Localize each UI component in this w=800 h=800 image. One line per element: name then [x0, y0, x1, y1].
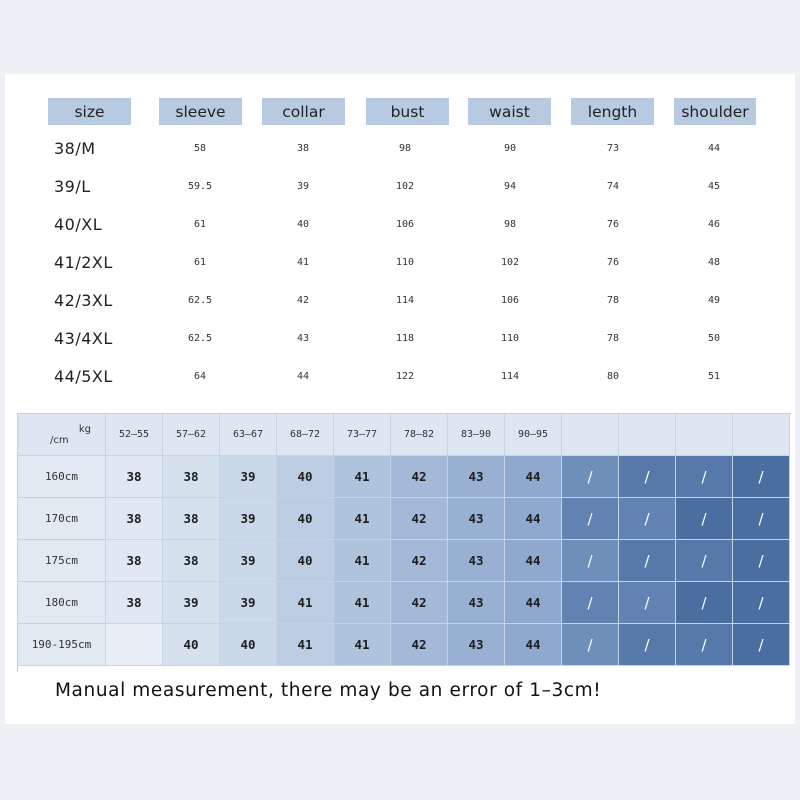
- length-value: 73: [606, 142, 620, 154]
- length-value: 78: [606, 294, 620, 306]
- size-cell: 44: [505, 498, 562, 540]
- size-cell: 43: [448, 498, 505, 540]
- size-row: [5, 205, 795, 243]
- unavailable-cell: /: [619, 582, 676, 624]
- weight-header: 78–82: [391, 414, 448, 456]
- waist-value: 110: [500, 332, 520, 344]
- length-value: 76: [606, 256, 620, 268]
- size-label: 42/3XL: [54, 290, 113, 310]
- length-value: 76: [606, 218, 620, 230]
- collar-value: 41: [296, 256, 310, 268]
- size-cell: 41: [334, 540, 391, 582]
- size-cell: [106, 624, 163, 666]
- size-row: [5, 167, 795, 205]
- unavailable-cell: /: [676, 498, 733, 540]
- unavailable-cell: /: [562, 582, 619, 624]
- size-cell: 38: [106, 582, 163, 624]
- size-cell: 40: [163, 624, 220, 666]
- bust-value: 98: [398, 142, 412, 154]
- size-cell: 39: [163, 582, 220, 624]
- size-chart-card: [5, 74, 795, 724]
- unavailable-cell: /: [619, 540, 676, 582]
- weight-header: [733, 414, 790, 456]
- unavailable-cell: /: [562, 456, 619, 498]
- size-cell: 44: [505, 540, 562, 582]
- unavailable-cell: /: [562, 540, 619, 582]
- unavailable-cell: /: [733, 456, 790, 498]
- collar-value: 44: [296, 370, 310, 382]
- length-value: 78: [606, 332, 620, 344]
- size-label: 44/5XL: [54, 366, 113, 386]
- measurement-note: Manual measurement, there may be an error of 1–3cm!: [55, 680, 602, 701]
- size-label: 41/2XL: [54, 252, 113, 272]
- weight-header: [562, 414, 619, 456]
- sleeve-value: 61: [193, 256, 207, 268]
- collar-value: 43: [296, 332, 310, 344]
- collar-value: 38: [296, 142, 310, 154]
- size-cell: 38: [106, 540, 163, 582]
- collar-value: 42: [296, 294, 310, 306]
- shoulder-value: 50: [707, 332, 721, 344]
- weight-header: 57–62: [163, 414, 220, 456]
- weight-header: 73–77: [334, 414, 391, 456]
- size-cell: 39: [220, 540, 277, 582]
- bust-value: 118: [395, 332, 415, 344]
- size-cell: 41: [277, 624, 334, 666]
- size-cell: 38: [163, 540, 220, 582]
- shoulder-value: 49: [707, 294, 721, 306]
- size-cell: 40: [220, 624, 277, 666]
- shoulder-value: 45: [707, 180, 721, 192]
- height-header: 170cm: [18, 498, 106, 540]
- size-cell: 42: [391, 498, 448, 540]
- unavailable-cell: /: [619, 498, 676, 540]
- size-row: [5, 281, 795, 319]
- waist-value: 98: [503, 218, 517, 230]
- bust-value: 106: [395, 218, 415, 230]
- size-row: [5, 129, 795, 167]
- collar-value: 40: [296, 218, 310, 230]
- size-cell: 39: [220, 582, 277, 624]
- size-row: [5, 319, 795, 357]
- size-cell: 42: [391, 540, 448, 582]
- size-cell: 44: [505, 624, 562, 666]
- size-cell: 43: [448, 624, 505, 666]
- unavailable-cell: /: [676, 624, 733, 666]
- size-label: 40/XL: [54, 214, 103, 234]
- weight-header: [619, 414, 676, 456]
- size-cell: 38: [106, 498, 163, 540]
- unavailable-cell: /: [562, 498, 619, 540]
- weight-header: 90–95: [505, 414, 562, 456]
- bust-value: 114: [395, 294, 415, 306]
- waist-value: 102: [500, 256, 520, 268]
- size-cell: 39: [220, 498, 277, 540]
- size-cell: 42: [391, 624, 448, 666]
- size-cell: 38: [163, 456, 220, 498]
- weight-header: 52–55: [106, 414, 163, 456]
- size-cell: 43: [448, 540, 505, 582]
- unavailable-cell: /: [733, 582, 790, 624]
- length-value: 80: [606, 370, 620, 382]
- shoulder-value: 51: [707, 370, 721, 382]
- column-header-length: length: [571, 98, 654, 125]
- size-cell: 42: [391, 582, 448, 624]
- shoulder-value: 44: [707, 142, 721, 154]
- size-cell: 41: [334, 582, 391, 624]
- sleeve-value: 61: [193, 218, 207, 230]
- height-header: 175cm: [18, 540, 106, 582]
- size-cell: 41: [277, 582, 334, 624]
- size-cell: 38: [163, 498, 220, 540]
- size-label: 39/L: [54, 176, 91, 196]
- size-label: 43/4XL: [54, 328, 113, 348]
- weight-header: 83–90: [448, 414, 505, 456]
- column-header-bust: bust: [366, 98, 449, 125]
- size-cell: 43: [448, 456, 505, 498]
- sleeve-value: 64: [193, 370, 207, 382]
- size-cell: 41: [334, 456, 391, 498]
- size-label: 38/M: [54, 138, 96, 158]
- waist-value: 94: [503, 180, 517, 192]
- size-cell: 43: [448, 582, 505, 624]
- weight-header: 68–72: [277, 414, 334, 456]
- size-cell: 38: [106, 456, 163, 498]
- unavailable-cell: /: [676, 456, 733, 498]
- height-header: 160cm: [18, 456, 106, 498]
- bust-value: 102: [395, 180, 415, 192]
- size-row: [5, 243, 795, 281]
- unavailable-cell: /: [676, 582, 733, 624]
- size-recommendation-grid: [17, 413, 791, 672]
- bust-value: 110: [395, 256, 415, 268]
- weight-axis-label: kg: [78, 424, 91, 435]
- unavailable-cell: /: [733, 498, 790, 540]
- size-row: [5, 357, 795, 395]
- size-cell: 44: [505, 582, 562, 624]
- sleeve-value: 58: [193, 142, 207, 154]
- shoulder-value: 46: [707, 218, 721, 230]
- size-cell: 41: [334, 624, 391, 666]
- weight-header: 63–67: [220, 414, 277, 456]
- height-axis-label: /cm: [50, 435, 69, 446]
- sleeve-value: 62.5: [187, 294, 213, 306]
- shoulder-value: 48: [707, 256, 721, 268]
- column-header-waist: waist: [468, 98, 551, 125]
- size-cell: 40: [277, 498, 334, 540]
- collar-value: 39: [296, 180, 310, 192]
- unavailable-cell: /: [733, 540, 790, 582]
- length-value: 74: [606, 180, 620, 192]
- unavailable-cell: /: [562, 624, 619, 666]
- size-cell: 40: [277, 456, 334, 498]
- size-cell: 42: [391, 456, 448, 498]
- column-header-shoulder: shoulder: [674, 98, 756, 125]
- column-header-collar: collar: [262, 98, 345, 125]
- grid-corner: [18, 414, 106, 456]
- size-cell: 39: [220, 456, 277, 498]
- unavailable-cell: /: [619, 456, 676, 498]
- column-header-size: size: [48, 98, 131, 125]
- waist-value: 90: [503, 142, 517, 154]
- unavailable-cell: /: [619, 624, 676, 666]
- weight-header: [676, 414, 733, 456]
- unavailable-cell: /: [733, 624, 790, 666]
- size-cell: 44: [505, 456, 562, 498]
- bust-value: 122: [395, 370, 415, 382]
- waist-value: 106: [500, 294, 520, 306]
- waist-value: 114: [500, 370, 520, 382]
- unavailable-cell: /: [676, 540, 733, 582]
- sleeve-value: 62.5: [187, 332, 213, 344]
- height-header: 190-195cm: [18, 624, 106, 666]
- sleeve-value: 59.5: [187, 180, 213, 192]
- height-header: 180cm: [18, 582, 106, 624]
- column-header-sleeve: sleeve: [159, 98, 242, 125]
- size-cell: 40: [277, 540, 334, 582]
- size-cell: 41: [334, 498, 391, 540]
